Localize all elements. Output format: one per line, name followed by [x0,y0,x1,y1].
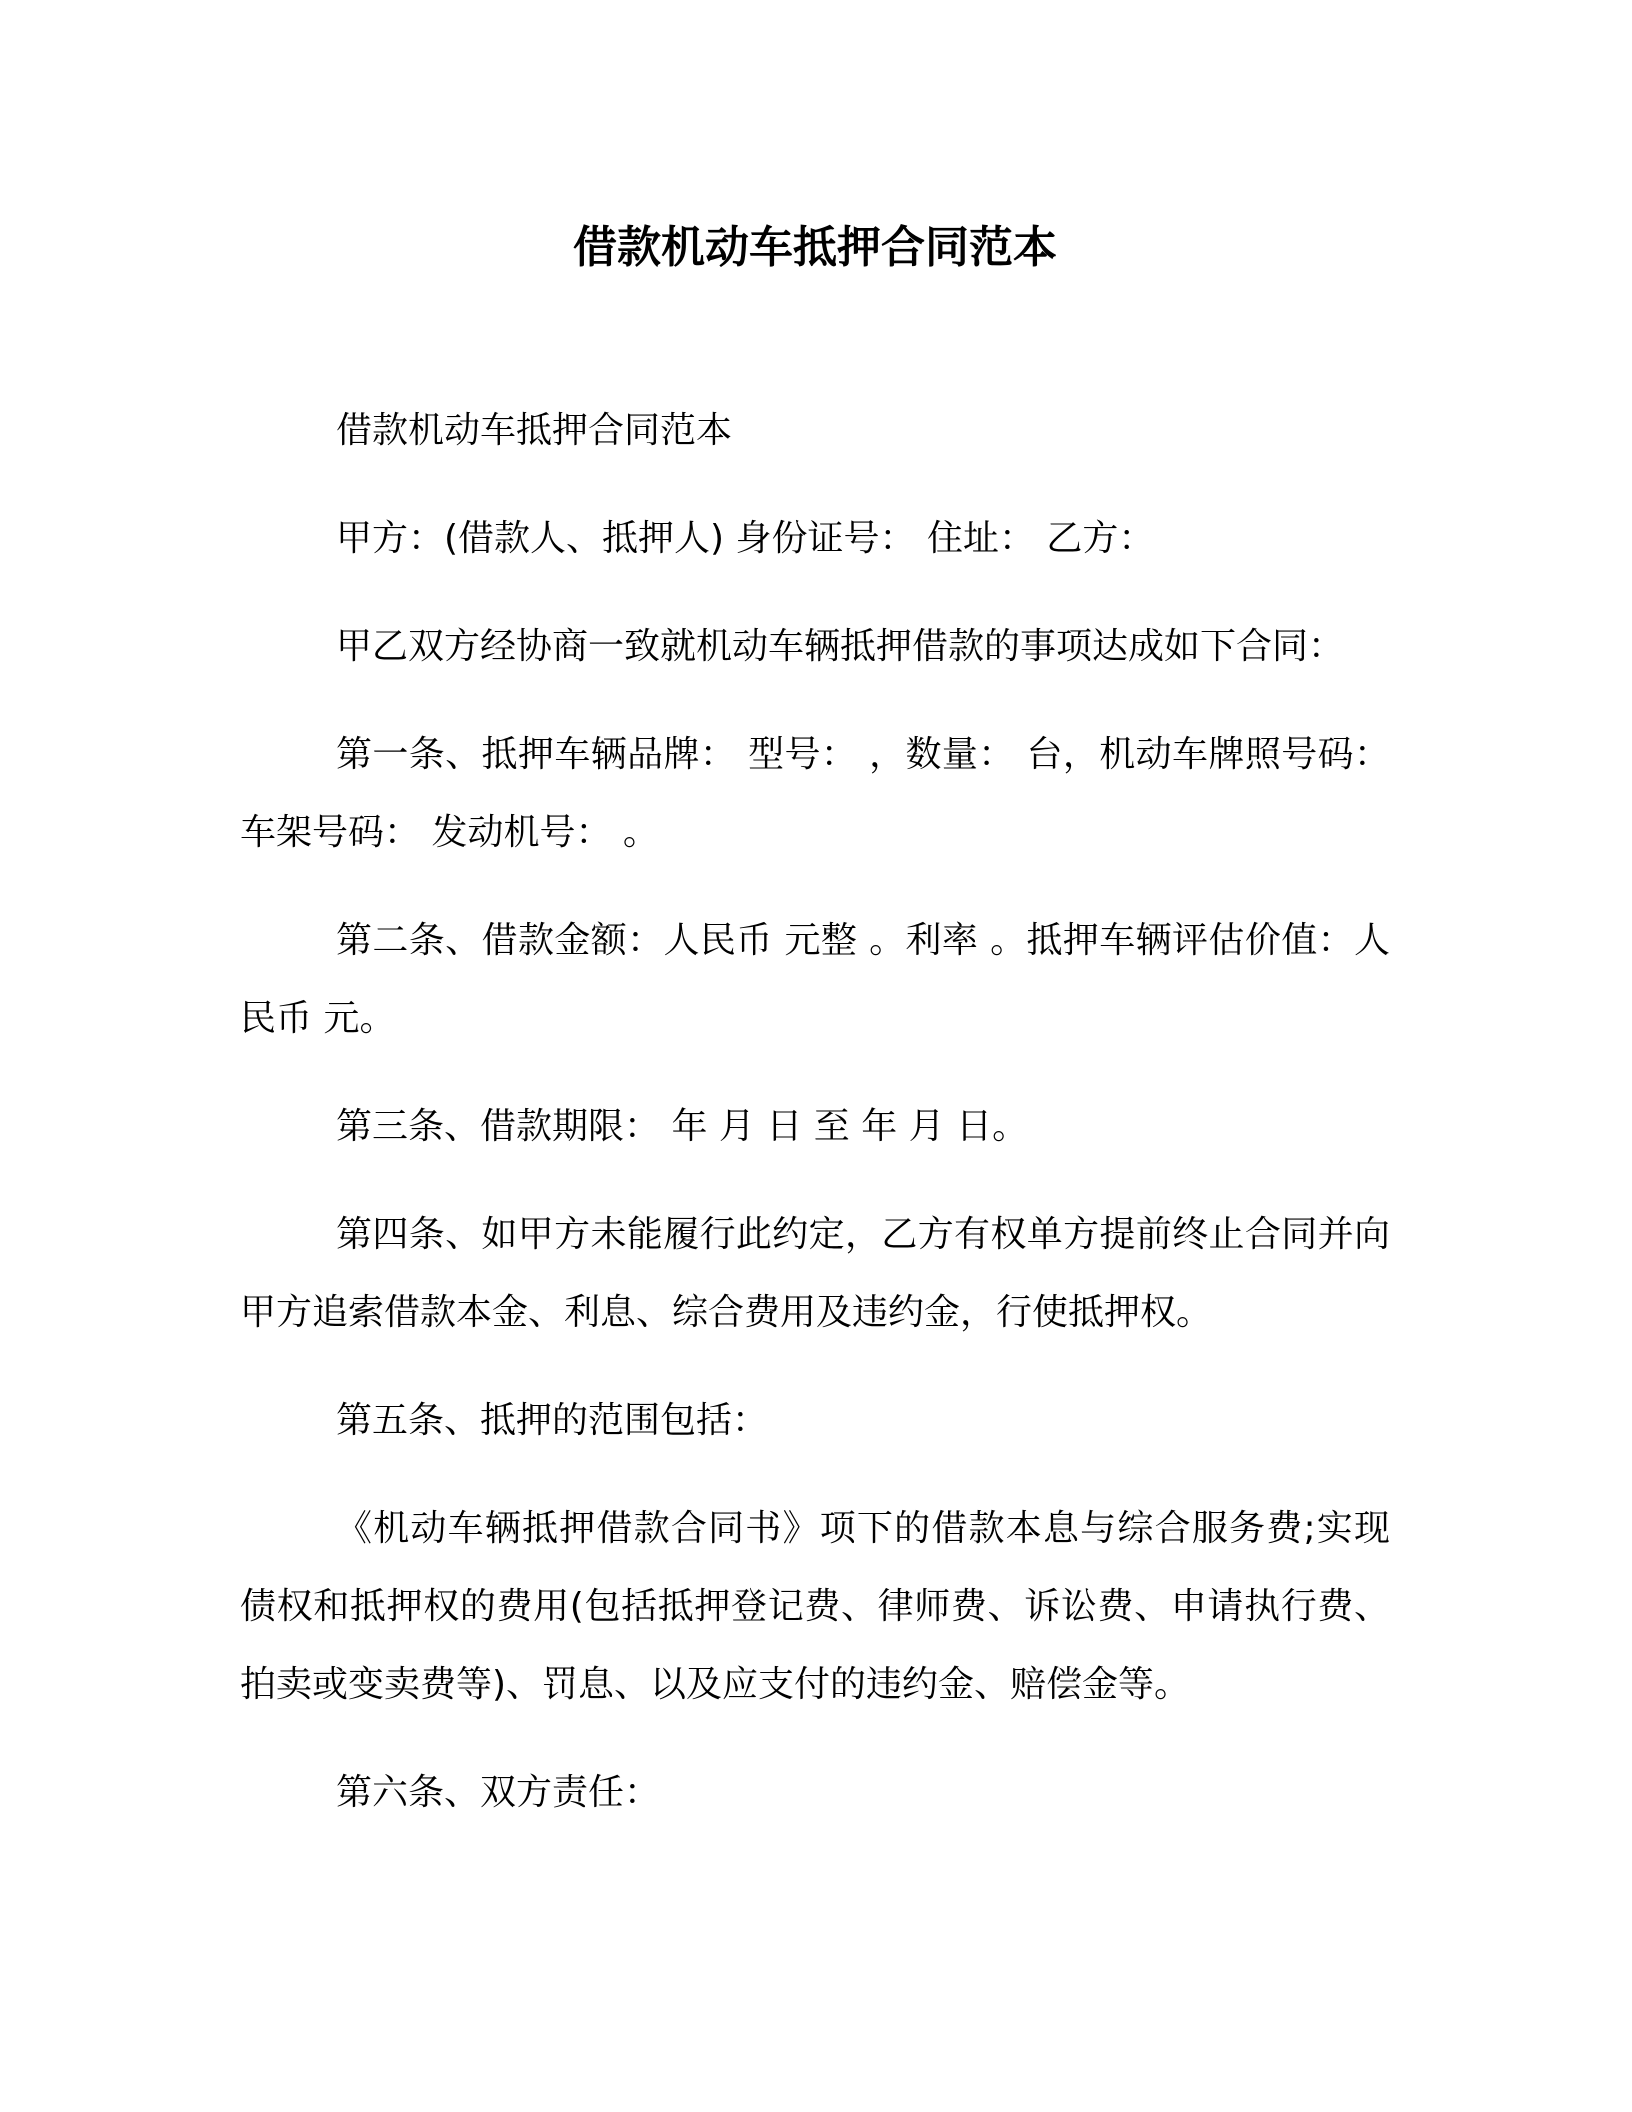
paragraph-article-4: 第四条、如甲方未能履行此约定，乙方有权单方提前终止合同并向甲方追索借款本金、利息、综合费用及违约金，行使抵押权。 [240,1214,1390,1333]
document-page [240,0,1390,2112]
paragraph-article-3: 第三条、借款期限： 年 月 日 至 年 月 日。 [336,1106,1029,1147]
paragraph-agreement: 甲乙双方经协商一致就机动车辆抵押借款的事项达成如下合同： [336,626,1345,667]
document-title: 借款机动车抵押合同范本 [573,222,1057,273]
paragraph-article-2: 第二条、借款金额：人民币 元整 。利率 。抵押车辆评估价值：人民币 元。 [240,920,1390,1039]
paragraph-subtitle: 借款机动车抵押合同范本 [336,410,733,451]
paragraph-article-5-scope: 《机动车辆抵押借款合同书》项下的借款本息与综合服务费;实现债权和抵押权的费用(包括抵押登记费、律师费、诉讼费、申请执行费、拍卖或变卖费等)、罚息、以及应支付的违约金、赔偿金等。 [240,1508,1390,1705]
paragraph-article-5: 第五条、抵押的范围包括： [336,1400,769,1441]
paragraph-article-6: 第六条、双方责任： [336,1772,661,1813]
document-body [240,392,1390,1862]
paragraph-article-1: 第一条、抵押车辆品牌： 型号： ，数量： 台，机动车牌照号码：车架号码： 发动机号： 。 [240,734,1390,853]
paragraph-parties: 甲方：(借款人、抵押人) 身份证号： 住址： 乙方： [336,518,1155,559]
